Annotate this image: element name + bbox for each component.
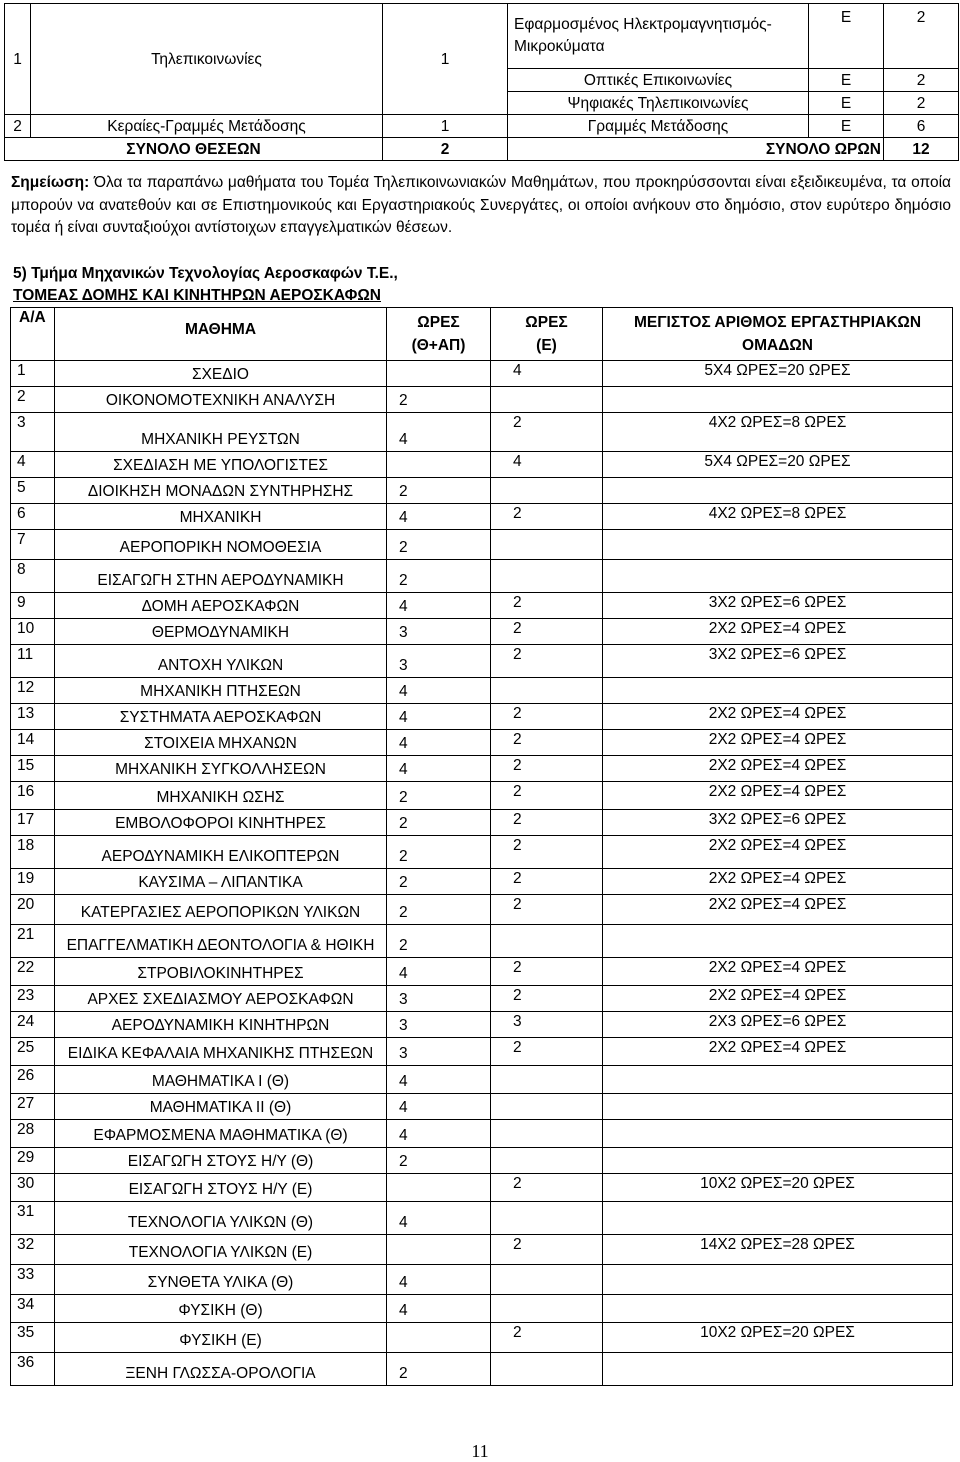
row-number: 22	[11, 958, 55, 986]
hours-theory: 4	[387, 756, 491, 782]
table-row	[11, 387, 953, 413]
course-name: ΕΙΣΑΓΩΓΗ ΣΤΟΥΣ Η/Υ (Θ)	[55, 1148, 387, 1174]
hours-theory: 2	[387, 1148, 491, 1174]
hours-theory: 4	[387, 1202, 491, 1235]
course-cell: Εφαρμοσμένος Ηλεκτρομαγνητισμός-Μικροκύματα	[508, 4, 809, 69]
hours-theory: 3	[387, 1038, 491, 1066]
max-groups: 2Χ2 ΩΡΕΣ=4 ΩΡΕΣ	[603, 836, 953, 869]
table-row	[11, 1235, 953, 1265]
hours-lab: 2	[491, 782, 603, 810]
row-number: 10	[11, 619, 55, 645]
course-name: ΜΗΧΑΝΙΚΗ ΩΣΗΣ	[55, 782, 387, 810]
hours-theory: 4	[387, 593, 491, 619]
course-name: ΣΤΟΙΧΕΙΑ ΜΗΧΑΝΩΝ	[55, 730, 387, 756]
hours-theory: 2	[387, 1353, 491, 1386]
max-groups	[603, 560, 953, 593]
table-row	[5, 4, 959, 69]
header-aa: Α/Α	[11, 308, 55, 361]
header-max-groups	[603, 308, 953, 361]
hours-theory	[387, 361, 491, 387]
max-groups: 4Χ2 ΩΡΕΣ=8 ΩΡΕΣ	[603, 413, 953, 452]
table-row	[11, 530, 953, 560]
row-number: 4	[11, 452, 55, 478]
header-max-groups-line2: ΟΜΑΔΩΝ	[742, 337, 813, 354]
hours-theory: 4	[387, 1295, 491, 1323]
course-name: ΕΠΑΓΓΕΛΜΑΤΙΚΗ ΔΕΟΝΤΟΛΟΓΙΑ & ΗΘΙΚΗ	[55, 925, 387, 958]
table-row	[11, 869, 953, 895]
max-groups: 10Χ2 ΩΡΕΣ=20 ΩΡΕΣ	[603, 1174, 953, 1202]
hours-lab	[491, 1148, 603, 1174]
hours-theory: 2	[387, 560, 491, 593]
hours-lab	[491, 560, 603, 593]
table-row	[11, 1323, 953, 1353]
row-number: 30	[11, 1174, 55, 1202]
course-name: ΚΑΤΕΡΓΑΣΙΕΣ ΑΕΡΟΠΟΡΙΚΩΝ ΥΛΙΚΩΝ	[55, 895, 387, 925]
totals-row	[5, 138, 959, 161]
header-hours-theory	[387, 308, 491, 361]
table-row	[11, 756, 953, 782]
table-row	[11, 704, 953, 730]
table-row	[11, 1174, 953, 1202]
row-number: 19	[11, 869, 55, 895]
row-number: 27	[11, 1094, 55, 1120]
note-label: Σημείωση:	[11, 174, 90, 191]
hours-lab	[491, 1295, 603, 1323]
row-number: 24	[11, 1012, 55, 1038]
row-number: 21	[11, 925, 55, 958]
course-name: ΦΥΣΙΚΗ (Ε)	[55, 1323, 387, 1353]
course-name: ΣΧΕΔΙΟ	[55, 361, 387, 387]
max-groups: 2Χ2 ΩΡΕΣ=4 ΩΡΕΣ	[603, 782, 953, 810]
table-row	[11, 361, 953, 387]
course-name: ΕΙΣΑΓΩΓΗ ΣΤΗΝ ΑΕΡΟΔΥΝΑΜΙΚΗ	[55, 560, 387, 593]
table-row	[11, 593, 953, 619]
row-number: 3	[11, 413, 55, 452]
table-row	[11, 1066, 953, 1094]
table-row	[11, 452, 953, 478]
hours-theory: 4	[387, 1265, 491, 1295]
row-number: 14	[11, 730, 55, 756]
course-name: ΣΥΣΤΗΜΑΤΑ ΑΕΡΟΣΚΑΦΩΝ	[55, 704, 387, 730]
hours-lab: 2	[491, 1323, 603, 1353]
hours-lab: 4	[491, 452, 603, 478]
table-row	[11, 958, 953, 986]
max-groups	[603, 478, 953, 504]
max-groups	[603, 530, 953, 560]
hours-theory: 3	[387, 645, 491, 678]
max-groups	[603, 1265, 953, 1295]
max-groups: 2Χ2 ΩΡΕΣ=4 ΩΡΕΣ	[603, 1038, 953, 1066]
max-groups: 2Χ2 ΩΡΕΣ=4 ΩΡΕΣ	[603, 619, 953, 645]
table-row	[11, 730, 953, 756]
max-groups	[603, 1094, 953, 1120]
course-name: ΔΟΜΗ ΑΕΡΟΣΚΑΦΩΝ	[55, 593, 387, 619]
hours-theory: 4	[387, 678, 491, 704]
course-name: ΜΗΧΑΝΙΚΗ	[55, 504, 387, 530]
hours-lab: 2	[491, 869, 603, 895]
max-groups: 2Χ2 ΩΡΕΣ=4 ΩΡΕΣ	[603, 958, 953, 986]
header-hours-lab-line2: (Ε)	[536, 337, 557, 354]
header-hours-theory-line1: ΩΡΕΣ	[417, 314, 460, 331]
max-groups	[603, 925, 953, 958]
max-groups	[603, 1295, 953, 1323]
table-row	[11, 1265, 953, 1295]
table-header-row	[11, 308, 953, 361]
header-max-groups-line1: ΜΕΓΙΣΤΟΣ ΑΡΙΘΜΟΣ ΕΡΓΑΣΤΗΡΙΑΚΩΝ	[633, 314, 922, 331]
hours-lab: 2	[491, 730, 603, 756]
table-row	[11, 1120, 953, 1148]
row-number: 1	[5, 4, 31, 115]
course-cell: Οπτικές Επικοινωνίες	[508, 69, 809, 92]
table-row	[11, 1202, 953, 1235]
hours-theory: 4	[387, 1094, 491, 1120]
sector-title: ΤΟΜΕΑΣ ΔΟΜΗΣ ΚΑΙ ΚΙΝΗΤΗΡΩΝ ΑΕΡΟΣΚΑΦΩΝ	[13, 287, 381, 304]
hours-theory	[387, 452, 491, 478]
table-row	[11, 619, 953, 645]
hours-lab	[491, 678, 603, 704]
hours-theory: 4	[387, 730, 491, 756]
table-row	[11, 1353, 953, 1386]
row-number: 15	[11, 756, 55, 782]
row-number: 34	[11, 1295, 55, 1323]
max-groups: 2Χ2 ΩΡΕΣ=4 ΩΡΕΣ	[603, 730, 953, 756]
hours-theory: 4	[387, 1066, 491, 1094]
table-row	[11, 1038, 953, 1066]
course-name: ΔΙΟΙΚΗΣΗ ΜΟΝΑΔΩΝ ΣΥΝΤΗΡΗΣΗΣ	[55, 478, 387, 504]
department-title: 5) Τμήμα Μηχανικών Τεχνολογίας Αεροσκαφών Τ.Ε.,	[13, 265, 398, 282]
max-groups: 2Χ3 ΩΡΕΣ=6 ΩΡΕΣ	[603, 1012, 953, 1038]
max-groups: 14Χ2 ΩΡΕΣ=28 ΩΡΕΣ	[603, 1235, 953, 1265]
hours-theory: 2	[387, 387, 491, 413]
hours-lab: 2	[491, 645, 603, 678]
max-groups	[603, 1353, 953, 1386]
course-name: ΑΕΡΟΔΥΝΑΜΙΚΗ ΚΙΝΗΤΗΡΩΝ	[55, 1012, 387, 1038]
table-row	[11, 1094, 953, 1120]
positions-cell: 1	[383, 115, 508, 138]
row-number: 31	[11, 1202, 55, 1235]
hours-theory	[387, 1174, 491, 1202]
table-row	[11, 1295, 953, 1323]
course-cell: Γραμμές Μετάδοσης	[508, 115, 809, 138]
max-groups: 2Χ2 ΩΡΕΣ=4 ΩΡΕΣ	[603, 986, 953, 1012]
table-row	[11, 895, 953, 925]
course-name: ΕΜΒΟΛΟΦΟΡΟΙ ΚΙΝΗΤΗΡΕΣ	[55, 810, 387, 836]
hours-lab	[491, 1202, 603, 1235]
max-groups: 10Χ2 ΩΡΕΣ=20 ΩΡΕΣ	[603, 1323, 953, 1353]
course-name: ΜΑΘΗΜΑΤΙΚΑ ΙΙ (Θ)	[55, 1094, 387, 1120]
course-cell: Ψηφιακές Τηλεπικοινωνίες	[508, 92, 809, 115]
total-hours-value: 12	[884, 138, 959, 161]
max-groups: 2Χ2 ΩΡΕΣ=4 ΩΡΕΣ	[603, 869, 953, 895]
course-name: ΕΙΣΑΓΩΓΗ ΣΤΟΥΣ Η/Υ (Ε)	[55, 1174, 387, 1202]
course-name: ΤΕΧΝΟΛΟΓΙΑ ΥΛΙΚΩΝ (Θ)	[55, 1202, 387, 1235]
hours-lab: 2	[491, 1174, 603, 1202]
row-number: 16	[11, 782, 55, 810]
hours-theory: 2	[387, 836, 491, 869]
max-groups: 2Χ2 ΩΡΕΣ=4 ΩΡΕΣ	[603, 704, 953, 730]
row-number: 20	[11, 895, 55, 925]
hours-theory	[387, 1323, 491, 1353]
table-row	[5, 115, 959, 138]
hours-theory: 3	[387, 619, 491, 645]
row-number: 25	[11, 1038, 55, 1066]
type-cell: Ε	[809, 4, 884, 69]
hours-lab: 2	[491, 756, 603, 782]
row-number: 8	[11, 560, 55, 593]
domain-cell: Κεραίες-Γραμμές Μετάδοσης	[31, 115, 383, 138]
hours-lab: 2	[491, 836, 603, 869]
hours-lab: 2	[491, 704, 603, 730]
table-row	[11, 1012, 953, 1038]
table-row	[11, 836, 953, 869]
hours-lab	[491, 1353, 603, 1386]
table-row	[11, 504, 953, 530]
row-number: 35	[11, 1323, 55, 1353]
hours-lab	[491, 1120, 603, 1148]
row-number: 9	[11, 593, 55, 619]
hours-lab	[491, 1265, 603, 1295]
row-number: 36	[11, 1353, 55, 1386]
hours-lab	[491, 1066, 603, 1094]
max-groups	[603, 1148, 953, 1174]
table-row	[11, 478, 953, 504]
table-row	[11, 782, 953, 810]
hours-lab: 2	[491, 413, 603, 452]
note-text: Όλα τα παραπάνω μαθήματα του Τομέα Τηλεπικοινωνιακών Μαθημάτων, που προκηρύσσονται είναι εξειδικευμένα, τα οποία μπορούν να ανατεθούν και σε Επιστημονικούς και Εργαστηριακούς Συνεργάτες, οι οποίοι ανήκουν στο δημόσιο, στον ευρύτερο δημόσιο τομέα ή είναι συνταξιούχοι αντίστοιχων επαγγελματικών θέσεων.	[11, 174, 951, 236]
hours-theory: 2	[387, 810, 491, 836]
row-number: 32	[11, 1235, 55, 1265]
max-groups: 5Χ4 ΩΡΕΣ=20 ΩΡΕΣ	[603, 361, 953, 387]
table-row	[11, 925, 953, 958]
table-row	[11, 986, 953, 1012]
hours-lab	[491, 387, 603, 413]
hours-theory: 2	[387, 925, 491, 958]
row-number: 33	[11, 1265, 55, 1295]
hours-theory: 4	[387, 413, 491, 452]
hours-lab: 3	[491, 1012, 603, 1038]
hours-theory: 4	[387, 1120, 491, 1148]
hours-theory: 2	[387, 782, 491, 810]
course-name: ΜΑΘΗΜΑΤΙΚΑ Ι (Θ)	[55, 1066, 387, 1094]
course-name: ΣΧΕΔΙΑΣΗ ΜΕ ΥΠΟΛΟΓΙΣΤΕΣ	[55, 452, 387, 478]
row-number: 18	[11, 836, 55, 869]
table-row	[11, 413, 953, 452]
course-name: ΑΕΡΟΔΥΝΑΜΙΚΗ ΕΛΙΚΟΠΤΕΡΩΝ	[55, 836, 387, 869]
total-positions-value: 2	[383, 138, 508, 161]
hours-cell: 2	[884, 4, 959, 69]
hours-lab: 2	[491, 810, 603, 836]
row-number: 2	[5, 115, 31, 138]
courses-table	[10, 307, 953, 1386]
row-number: 13	[11, 704, 55, 730]
telecom-table	[4, 3, 959, 161]
row-number: 28	[11, 1120, 55, 1148]
hours-lab: 4	[491, 361, 603, 387]
course-name: ΚΑΥΣΙΜΑ – ΛΙΠΑΝΤΙΚΑ	[55, 869, 387, 895]
course-name: ΤΕΧΝΟΛΟΓΙΑ ΥΛΙΚΩΝ (Ε)	[55, 1235, 387, 1265]
table-row	[11, 560, 953, 593]
course-name: ΕΦΑΡΜΟΣΜΕΝΑ ΜΑΘΗΜΑΤΙΚΑ (Θ)	[55, 1120, 387, 1148]
hours-lab: 2	[491, 619, 603, 645]
note-paragraph	[11, 172, 951, 240]
hours-theory: 3	[387, 986, 491, 1012]
hours-theory: 2	[387, 478, 491, 504]
row-number: 11	[11, 645, 55, 678]
hours-theory: 2	[387, 869, 491, 895]
max-groups	[603, 1202, 953, 1235]
max-groups	[603, 1066, 953, 1094]
hours-lab: 2	[491, 593, 603, 619]
max-groups: 2Χ2 ΩΡΕΣ=4 ΩΡΕΣ	[603, 895, 953, 925]
hours-theory: 4	[387, 958, 491, 986]
page-number: 11	[471, 1441, 489, 1461]
hours-lab: 2	[491, 1235, 603, 1265]
hours-lab: 2	[491, 895, 603, 925]
hours-theory: 3	[387, 1012, 491, 1038]
max-groups: 2Χ2 ΩΡΕΣ=4 ΩΡΕΣ	[603, 756, 953, 782]
max-groups	[603, 387, 953, 413]
course-name: ΜΗΧΑΝΙΚΗ ΣΥΓΚΟΛΛΗΣΕΩΝ	[55, 756, 387, 782]
course-name: ΕΙΔΙΚΑ ΚΕΦΑΛΑΙΑ ΜΗΧΑΝΙΚΗΣ ΠΤΗΣΕΩΝ	[55, 1038, 387, 1066]
row-number: 29	[11, 1148, 55, 1174]
hours-lab: 2	[491, 958, 603, 986]
hours-cell: 6	[884, 115, 959, 138]
hours-lab: 2	[491, 504, 603, 530]
course-name: ΑΕΡΟΠΟΡΙΚΗ ΝΟΜΟΘΕΣΙΑ	[55, 530, 387, 560]
hours-theory	[387, 1235, 491, 1265]
course-name: ΜΗΧΑΝΙΚΗ ΡΕΥΣΤΩΝ	[55, 413, 387, 452]
max-groups: 3Χ2 ΩΡΕΣ=6 ΩΡΕΣ	[603, 593, 953, 619]
row-number: 6	[11, 504, 55, 530]
max-groups: 3Χ2 ΩΡΕΣ=6 ΩΡΕΣ	[603, 645, 953, 678]
hours-lab	[491, 1094, 603, 1120]
hours-cell: 2	[884, 69, 959, 92]
max-groups: 4Χ2 ΩΡΕΣ=8 ΩΡΕΣ	[603, 504, 953, 530]
row-number: 17	[11, 810, 55, 836]
hours-lab: 2	[491, 1038, 603, 1066]
course-name: ΑΡΧΕΣ ΣΧΕΔΙΑΣΜΟΥ ΑΕΡΟΣΚΑΦΩΝ	[55, 986, 387, 1012]
hours-cell: 2	[884, 92, 959, 115]
courses-table-body	[11, 361, 953, 1386]
hours-theory: 2	[387, 530, 491, 560]
course-name: ΣΤΡΟΒΙΛΟΚΙΝΗΤΗΡΕΣ	[55, 958, 387, 986]
row-number: 7	[11, 530, 55, 560]
course-name: ΣΥΝΘΕΤΑ ΥΛΙΚΑ (Θ)	[55, 1265, 387, 1295]
header-hours-theory-line2: (Θ+ΑΠ)	[411, 337, 466, 354]
header-hours-lab-line1: ΩΡΕΣ	[525, 314, 568, 331]
hours-theory: 4	[387, 504, 491, 530]
table-row	[11, 1148, 953, 1174]
max-groups	[603, 678, 953, 704]
row-number: 1	[11, 361, 55, 387]
course-name: ΘΕΡΜΟΔΥΝΑΜΙΚΗ	[55, 619, 387, 645]
row-number: 23	[11, 986, 55, 1012]
table-row	[11, 645, 953, 678]
hours-lab	[491, 530, 603, 560]
type-cell: Ε	[809, 115, 884, 138]
hours-lab: 2	[491, 986, 603, 1012]
course-name: ΞΕΝΗ ΓΛΩΣΣΑ-ΟΡΟΛΟΓΙΑ	[55, 1353, 387, 1386]
max-groups: 3Χ2 ΩΡΕΣ=6 ΩΡΕΣ	[603, 810, 953, 836]
row-number: 26	[11, 1066, 55, 1094]
course-name: ΜΗΧΑΝΙΚΗ ΠΤΗΣΕΩΝ	[55, 678, 387, 704]
max-groups: 5Χ4 ΩΡΕΣ=20 ΩΡΕΣ	[603, 452, 953, 478]
hours-theory: 4	[387, 704, 491, 730]
course-name: ΟΙΚΟΝΟΜΟΤΕΧΝΙΚΗ ΑΝΑΛΥΣΗ	[55, 387, 387, 413]
total-hours-label: ΣΥΝΟΛΟ ΩΡΩΝ	[508, 138, 884, 161]
domain-cell: Τηλεπικοινωνίες	[31, 4, 383, 115]
header-hours-lab	[491, 308, 603, 361]
header-course: ΜΑΘΗΜΑ	[55, 308, 387, 361]
type-cell: Ε	[809, 92, 884, 115]
course-name: ΦΥΣΙΚΗ (Θ)	[55, 1295, 387, 1323]
course-name: ΑΝΤΟΧΗ ΥΛΙΚΩΝ	[55, 645, 387, 678]
row-number: 2	[11, 387, 55, 413]
max-groups	[603, 1120, 953, 1148]
positions-cell: 1	[383, 4, 508, 115]
table-row	[11, 678, 953, 704]
row-number: 12	[11, 678, 55, 704]
table-row	[11, 810, 953, 836]
row-number: 5	[11, 478, 55, 504]
hours-lab	[491, 925, 603, 958]
total-positions-label: ΣΥΝΟΛΟ ΘΕΣΕΩΝ	[5, 138, 383, 161]
type-cell: Ε	[809, 69, 884, 92]
hours-theory: 2	[387, 895, 491, 925]
hours-lab	[491, 478, 603, 504]
